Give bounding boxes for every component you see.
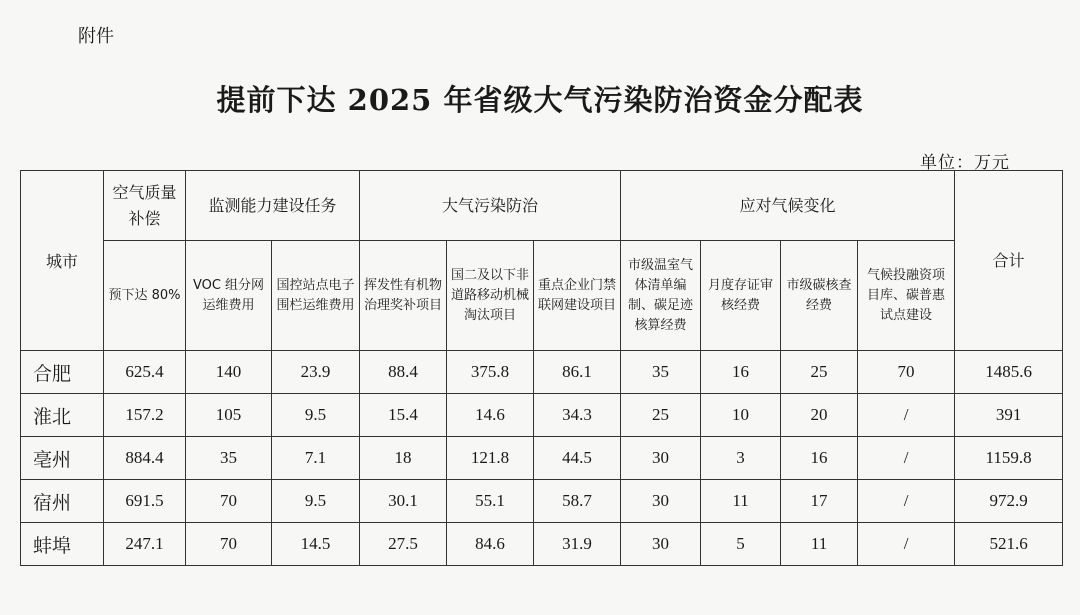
climate-invest-cell: / (858, 437, 955, 480)
allocation-table (20, 170, 1063, 566)
monthly-cell: 10 (701, 394, 781, 437)
monthly-cell: 3 (701, 437, 781, 480)
total-cell: 1485.6 (955, 351, 1063, 394)
header-row-groups (21, 171, 1063, 241)
carbon-check-cell: 20 (781, 394, 858, 437)
nonroad-subheader: 国二及以下非道路移动机械淘汰项目 (447, 241, 534, 351)
fence-cell: 7.1 (272, 437, 360, 480)
climate-invest-cell: / (858, 523, 955, 566)
climate-group-header: 应对气候变化 (621, 171, 955, 241)
air-quality-group-header: 空气质量补偿 (104, 171, 186, 241)
climate-invest-cell: 70 (858, 351, 955, 394)
monitoring-group-header: 监测能力建设任务 (186, 171, 360, 241)
fence-cell: 9.5 (272, 480, 360, 523)
gate-cell: 86.1 (534, 351, 621, 394)
climate-invest-subheader: 气候投融资项目库、碳普惠试点建设 (858, 241, 955, 351)
vocs-reward-cell: 88.4 (360, 351, 447, 394)
gate-cell: 44.5 (534, 437, 621, 480)
ghg-cell: 30 (621, 480, 701, 523)
monthly-subheader: 月度存证审核经费 (701, 241, 781, 351)
city-column-header: 城市 (21, 171, 104, 351)
total-cell: 521.6 (955, 523, 1063, 566)
city-cell: 合肥 (21, 351, 104, 394)
carbon-check-cell: 17 (781, 480, 858, 523)
table-row (21, 437, 1063, 480)
nonroad-cell: 121.8 (447, 437, 534, 480)
table-row (21, 351, 1063, 394)
voc-cell: 70 (186, 523, 272, 566)
monthly-cell: 11 (701, 480, 781, 523)
ghg-cell: 25 (621, 394, 701, 437)
advance-cell: 691.5 (104, 480, 186, 523)
nonroad-cell: 84.6 (447, 523, 534, 566)
fence-cell: 9.5 (272, 394, 360, 437)
total-cell: 391 (955, 394, 1063, 437)
unit-label: 单位：万元 (920, 153, 1010, 173)
city-cell: 亳州 (21, 437, 104, 480)
table-row (21, 394, 1063, 437)
carbon-check-cell: 11 (781, 523, 858, 566)
fence-cell: 23.9 (272, 351, 360, 394)
vocs-reward-subheader: 挥发性有机物治理奖补项目 (360, 241, 447, 351)
vocs-reward-cell: 15.4 (360, 394, 447, 437)
ghg-subheader: 市级温室气体清单编制、碳足迹核算经费 (621, 241, 701, 351)
monthly-cell: 16 (701, 351, 781, 394)
fence-cell: 14.5 (272, 523, 360, 566)
fence-subheader: 国控站点电子围栏运维费用 (272, 241, 360, 351)
advance-cell: 884.4 (104, 437, 186, 480)
nonroad-cell: 14.6 (447, 394, 534, 437)
advance-subheader: 预下达 80% (104, 241, 186, 351)
carbon-check-cell: 16 (781, 437, 858, 480)
carbon-check-subheader: 市级碳核查经费 (781, 241, 858, 351)
header-row-subheaders (21, 241, 1063, 351)
city-cell: 宿州 (21, 480, 104, 523)
document-title: 提前下达 2025 年省级大气污染防治资金分配表 (216, 83, 864, 117)
vocs-reward-cell: 27.5 (360, 523, 447, 566)
nonroad-cell: 375.8 (447, 351, 534, 394)
climate-invest-cell: / (858, 394, 955, 437)
table-row (21, 480, 1063, 523)
voc-cell: 70 (186, 480, 272, 523)
voc-cell: 105 (186, 394, 272, 437)
climate-invest-cell: / (858, 480, 955, 523)
gate-cell: 58.7 (534, 480, 621, 523)
monthly-cell: 5 (701, 523, 781, 566)
total-cell: 1159.8 (955, 437, 1063, 480)
vocs-reward-cell: 30.1 (360, 480, 447, 523)
city-cell: 淮北 (21, 394, 104, 437)
gate-subheader: 重点企业门禁联网建设项目 (534, 241, 621, 351)
total-column-header: 合计 (955, 171, 1063, 351)
advance-cell: 157.2 (104, 394, 186, 437)
voc-cell: 35 (186, 437, 272, 480)
ghg-cell: 30 (621, 437, 701, 480)
city-cell: 蚌埠 (21, 523, 104, 566)
air-pollution-group-header: 大气污染防治 (360, 171, 621, 241)
ghg-cell: 30 (621, 523, 701, 566)
attachment-label: 附件 (78, 26, 114, 47)
gate-cell: 34.3 (534, 394, 621, 437)
voc-cell: 140 (186, 351, 272, 394)
ghg-cell: 35 (621, 351, 701, 394)
table-row (21, 523, 1063, 566)
gate-cell: 31.9 (534, 523, 621, 566)
nonroad-cell: 55.1 (447, 480, 534, 523)
total-cell: 972.9 (955, 480, 1063, 523)
vocs-reward-cell: 18 (360, 437, 447, 480)
carbon-check-cell: 25 (781, 351, 858, 394)
advance-cell: 247.1 (104, 523, 186, 566)
advance-cell: 625.4 (104, 351, 186, 394)
voc-subheader: VOC 组分网运维费用 (186, 241, 272, 351)
